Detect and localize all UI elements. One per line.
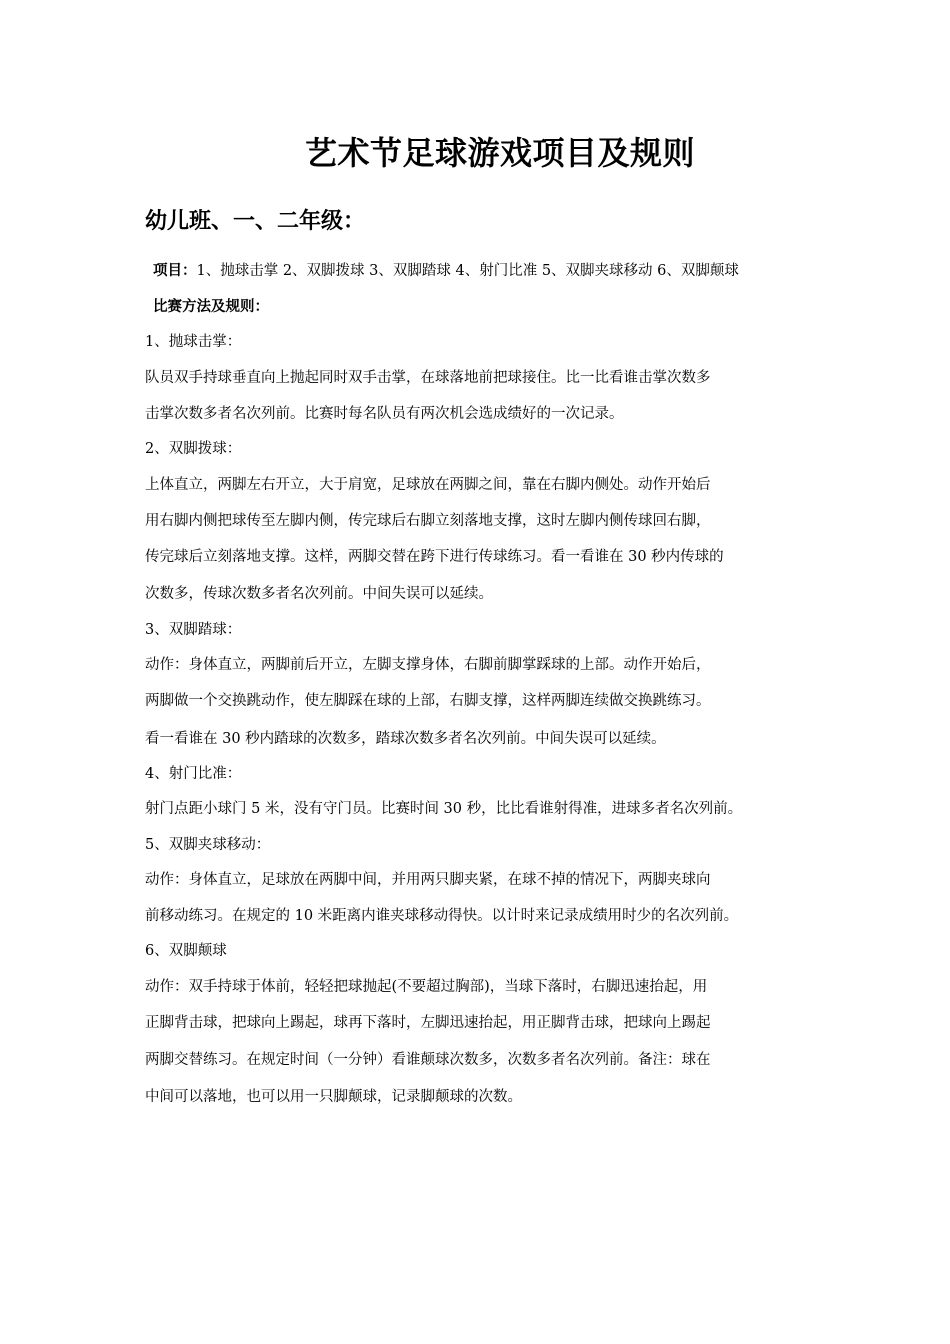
rule-text-line: 前移动练习。在规定的 10 米距离内谁夹球移动得快。以计时来记录成绩用时少的名次列前。 [145, 908, 739, 924]
rule-text-line: 射门点距小球门 5 米，没有守门员。比赛时间 30 秒，比比看谁射得准，进球多者名次列前。 [145, 801, 743, 817]
items-label: 项目： [153, 262, 197, 279]
document-title: 艺术节足球游戏项目及规则 [304, 134, 695, 172]
items-text: 1、抛球击掌 2、双脚拨球 3、双脚踏球 4、射门比准 5、双脚夹球移动 6、双脚颠球 [196, 263, 739, 279]
rule-text-line: 上体直立，两脚左右开立，大于肩宽，足球放在两脚之间，靠在右脚内侧处。动作开始后 [145, 477, 711, 493]
grade-heading: 幼儿班、一、二年级： [145, 209, 366, 234]
rule-text-line: 动作：身体直立，两脚前后开立，左脚支撑身体，右脚前脚掌踩球的上部。动作开始后， [145, 657, 711, 673]
rule-text-line: 看一看谁在 30 秒内踏球的次数多，踏球次数多者名次列前。中间失误可以延续。 [145, 731, 666, 747]
items-line [153, 261, 739, 281]
rule-heading: 4、射门比准： [145, 766, 242, 782]
rule-text-line: 动作：双手持球于体前，轻轻把球抛起(不要超过胸部)，当球下落时，右脚迅速抬起，用 [145, 979, 708, 995]
rule-heading: 6、双脚颠球 [145, 943, 227, 959]
rule-text-line: 正脚背击球，把球向上踢起，球再下落时，左脚迅速抬起，用正脚背击球，把球向上踢起 [145, 1015, 711, 1031]
rule-text-line: 传完球后立刻落地支撑。这样，两脚交替在跨下进行传球练习。看一看谁在 30 秒内传球的 [145, 549, 724, 565]
rule-heading: 3、双脚踏球： [145, 622, 242, 638]
rule-text-line: 两脚做一个交换跳动作，使左脚踩在球的上部，右脚支撑，这样两脚连续做交换跳练习。 [145, 693, 711, 709]
rule-text-line: 动作：身体直立，足球放在两脚中间，并用两只脚夹紧，在球不掉的情况下，两脚夹球向 [145, 872, 711, 888]
rule-text-line: 队员双手持球垂直向上抛起同时双手击掌，在球落地前把球接住。比一比看谁击掌次数多 [145, 370, 711, 386]
rule-text-line: 中间可以落地，也可以用一只脚颠球，记录脚颠球的次数。 [145, 1089, 522, 1105]
rule-heading: 2、双脚拨球： [145, 441, 242, 457]
rule-text-line: 用右脚内侧把球传至左脚内侧，传完球后右脚立刻落地支撑，这时左脚内侧传球回右脚， [145, 513, 711, 529]
methods-label: 比赛方法及规则： [153, 298, 269, 315]
rule-text-line: 次数多，传球次数多者名次列前。中间失误可以延续。 [145, 586, 493, 602]
rule-text-line: 两脚交替练习。在规定时间（一分钟）看谁颠球次数多，次数多者名次列前。备注：球在 [145, 1052, 711, 1068]
rule-heading: 1、抛球击掌： [145, 334, 242, 350]
rule-text-line: 击掌次数多者名次列前。比赛时每名队员有两次机会选成绩好的一次记录。 [145, 406, 624, 422]
rule-heading: 5、双脚夹球移动： [145, 837, 271, 853]
